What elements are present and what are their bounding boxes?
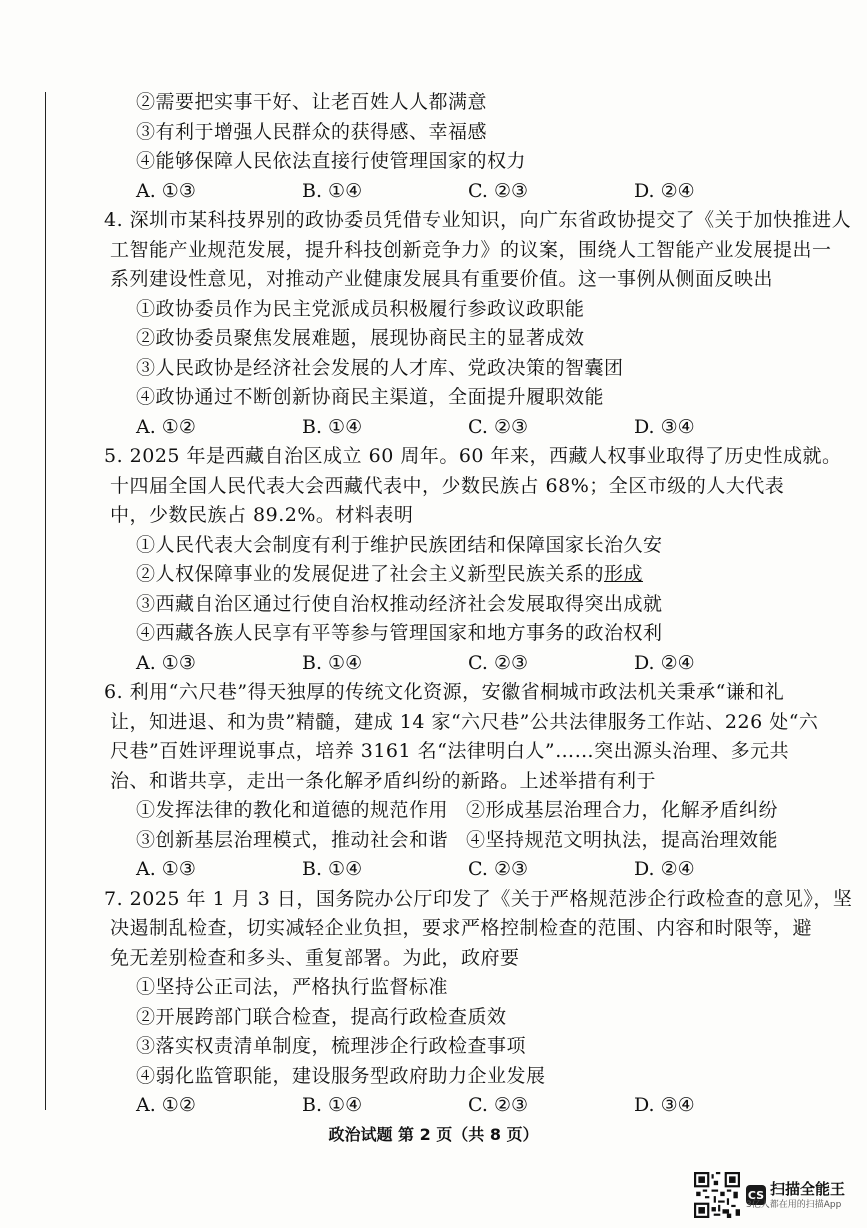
scanner-tagline: 3亿人都在用的扫描App <box>746 1200 842 1210</box>
q6-option-d: D. ②④ <box>634 858 695 880</box>
q5-stem-line-3: 中，少数民族占 89.2%。材料表明 <box>110 504 414 526</box>
q7-item-3: ③落实权责清单制度，梳理涉企行政检查事项 <box>136 1035 527 1057</box>
q4-options <box>110 413 800 443</box>
q6-item-4: ④坚持规范文明执法，提高治理效能 <box>466 828 779 851</box>
q3-item-4: ④能够保障人民依法直接行使管理国家的权力 <box>136 150 527 172</box>
q7-item-2: ②开展跨部门联合检查，提高行政检查质效 <box>136 1005 507 1028</box>
q6-stem-line-3: 尺巷”百姓评理说事点，培养 3161 名“法律明白人”……突出源头治理、多元共 <box>110 740 790 762</box>
question-6 <box>104 678 819 885</box>
q3-item-3: ③有利于增强人民群众的获得感、幸福感 <box>136 120 488 143</box>
q7-option-b: B. ①④ <box>302 1094 363 1116</box>
q6-item-3: ③创新基层治理模式，推动社会和谐 <box>136 828 449 851</box>
q4-stem-line-2: 工智能产业规范发展，提升科技创新竞争力》的议案，围绕人工智能产业发展提出一 <box>110 238 832 261</box>
q7-stem-line-2: 决遏制乱检查，切实减轻企业负担，要求严格控制检查的范围、内容和时限等，避 <box>110 917 813 939</box>
question-4 <box>104 206 852 442</box>
q6-stem-line-4: 治、和谐共享，走出一条化解矛盾纠纷的新路。上述举措有利于 <box>110 769 657 792</box>
q4-stem-line-1: 4. 深圳市某科技界别的政协委员凭借专业知识，向广东省政协提交了《关于加快推进人 <box>104 209 852 231</box>
q7-option-d: D. ③④ <box>634 1094 695 1116</box>
q4-option-c: C. ②③ <box>468 415 529 438</box>
q7-stem-line-1: 7. 2025 年 1 月 3 日，国务院办公厅印发了《关于严格规范涉企行政检查的意见》，坚 <box>104 887 853 910</box>
q5-option-a: A. ①③ <box>136 651 196 674</box>
q5-option-c: C. ②③ <box>468 651 529 674</box>
q4-option-d: D. ③④ <box>634 415 695 438</box>
q7-option-c: C. ②③ <box>468 1094 529 1116</box>
q5-item-1: ①人民代表大会制度有利于维护民族团结和保障国家长治久安 <box>136 533 663 556</box>
q3-option-d: D. ②④ <box>634 179 695 202</box>
q4-option-a: A. ①② <box>136 415 196 438</box>
q7-options <box>110 1091 800 1121</box>
q5-stem-line-1: 5. 2025 年是西藏自治区成立 60 周年。60 年来，西藏人权事业取得了历史性成就。 <box>104 445 842 467</box>
q5-item-2 <box>110 560 800 590</box>
scanner-name: 扫描全能王 <box>770 1180 846 1198</box>
question-7 <box>104 885 853 1121</box>
q4-item-3: ③人民政协是经济社会发展的人才库、党政决策的智囊团 <box>136 356 624 379</box>
q4-item-2: ②政协委员聚焦发展难题，展现协商民主的显著成效 <box>136 327 585 349</box>
q4-item-1: ①政协委员作为民主党派成员积极履行参政议政职能 <box>136 297 585 320</box>
q3-option-b: B. ①④ <box>302 179 363 202</box>
question-5 <box>104 442 842 678</box>
q6-stem-line-2: 让，知进退、和为贵”精髓，建成 14 家“六尺巷”公共法律服务工作站、226 处“六 <box>110 710 819 733</box>
scanner-watermark <box>694 1170 845 1220</box>
q5-option-b: B. ①④ <box>302 651 363 674</box>
q6-option-b: B. ①④ <box>302 858 363 880</box>
q5-option-d: D. ②④ <box>634 651 695 674</box>
q3-item-2: ②需要把实事干好、让老百姓人人都满意 <box>136 91 488 113</box>
q6-items-row-1 <box>110 796 800 826</box>
margin-line <box>45 92 46 1110</box>
q6-option-a: A. ①③ <box>136 858 196 880</box>
q5-options <box>110 649 800 679</box>
q4-option-b: B. ①④ <box>302 415 363 438</box>
q3-option-a: A. ①③ <box>136 179 196 202</box>
page-footer: 政治试题 第 2 页（共 8 页） <box>328 1125 539 1144</box>
q5-item-4: ④西藏各族人民享有平等参与管理国家和地方事务的政治权利 <box>136 622 663 644</box>
q6-item-2: ②形成基层治理合力，化解矛盾纠纷 <box>466 799 779 821</box>
q6-options <box>110 855 800 885</box>
q5-stem-line-2: 十四届全国人民代表大会西藏代表中，少数民族占 68%；全区市级的人大代表 <box>110 474 785 497</box>
q5-item-2-underlined: 形成 <box>604 563 644 585</box>
q4-item-4: ④政协通过不断创新协商民主渠道，全面提升履职效能 <box>136 386 605 408</box>
q3-options <box>110 177 800 207</box>
qr-code-icon <box>694 1172 740 1218</box>
q6-item-1: ①发挥法律的教化和道德的规范作用 <box>136 799 449 821</box>
q4-stem-line-3: 系列建设性意见，对推动产业健康发展具有重要价值。这一事例从侧面反映出 <box>110 268 774 290</box>
q7-item-4: ④弱化监管职能，建设服务型政府助力企业发展 <box>136 1064 546 1087</box>
q7-option-a: A. ①② <box>136 1094 196 1116</box>
q5-item-3: ③西藏自治区通过行使自治权推动经济社会发展取得突出成就 <box>136 592 663 615</box>
exam-page <box>104 88 853 1121</box>
q3-option-c: C. ②③ <box>468 179 529 202</box>
q6-items-row-2 <box>110 826 800 856</box>
q5-item-2-text: ②人权保障事业的发展促进了社会主义新型民族关系的 <box>136 563 605 585</box>
q7-stem-line-3: 免无差别检查和多头、重复部署。为此，政府要 <box>110 946 520 969</box>
q6-stem-line-1: 6. 利用“六尺巷”得天独厚的传统文化资源，安徽省桐城市政法机关秉承“谦和礼 <box>104 681 785 703</box>
question-3-tail <box>110 88 800 206</box>
camscanner-logo-icon: CS <box>746 1185 766 1205</box>
q6-option-c: C. ②③ <box>468 858 529 880</box>
q7-item-1: ①坚持公正司法，严格执行监督标准 <box>136 976 449 998</box>
